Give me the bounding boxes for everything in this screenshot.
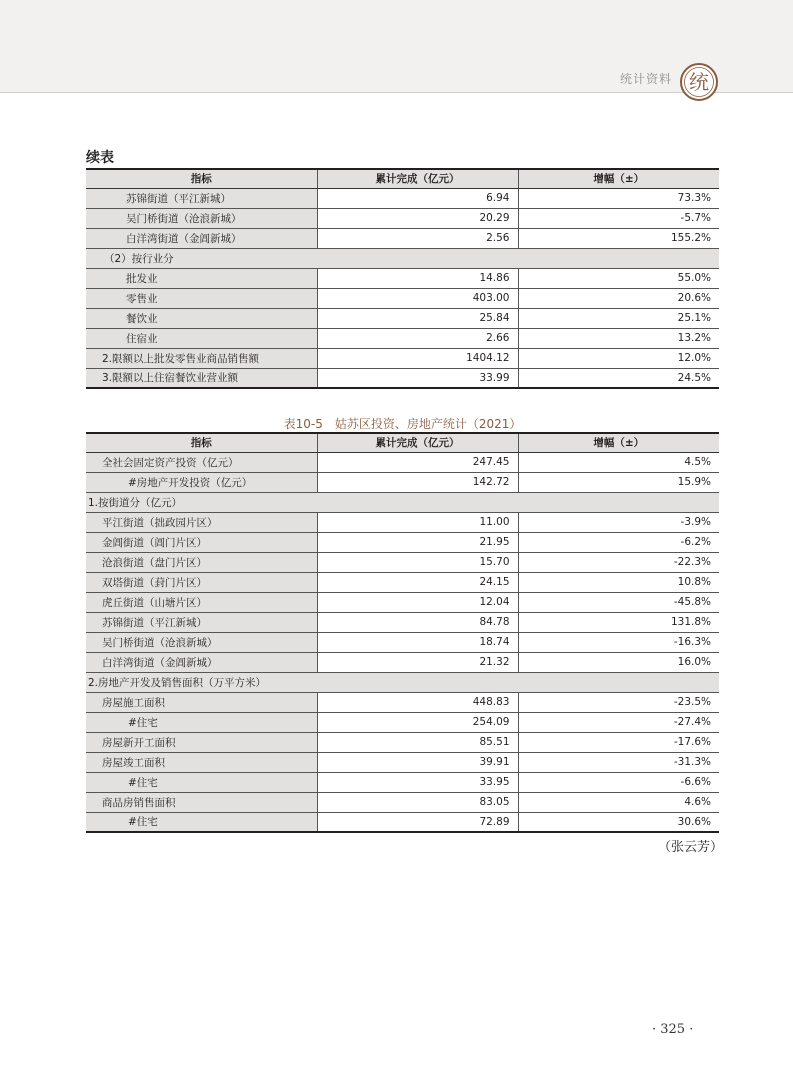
author-credit: （张云芳）	[658, 840, 724, 855]
table-row	[86, 532, 719, 552]
table-row	[86, 288, 719, 308]
row-value-cumulative: 1404.12	[317, 348, 518, 368]
row-label: 吴门桥街道（沧浪新城）	[86, 208, 317, 228]
table-continued	[86, 168, 719, 389]
table-row	[86, 592, 719, 612]
row-value-growth: -23.5%	[518, 692, 719, 712]
row-value-growth: -17.6%	[518, 732, 719, 752]
header-rule	[0, 92, 793, 93]
row-value-growth: 55.0%	[518, 268, 719, 288]
row-value-cumulative: 142.72	[317, 472, 518, 492]
table-row	[86, 772, 719, 792]
row-value-cumulative: 39.91	[317, 752, 518, 772]
row-value-cumulative: 24.15	[317, 572, 518, 592]
row-label: 餐饮业	[86, 308, 317, 328]
row-value-growth: -5.7%	[518, 208, 719, 228]
table-row	[86, 472, 719, 492]
row-value-cumulative: 25.84	[317, 308, 518, 328]
row-value-cumulative: 85.51	[317, 732, 518, 752]
column-header-indicator: 指标	[86, 169, 317, 188]
row-value-growth: 20.6%	[518, 288, 719, 308]
row-value-cumulative: 11.00	[317, 512, 518, 532]
row-value-cumulative: 14.86	[317, 268, 518, 288]
row-value-cumulative: 21.32	[317, 652, 518, 672]
table-header-row	[86, 433, 719, 452]
row-label: 平江街道（拙政园片区）	[86, 512, 317, 532]
row-value-growth: 24.5%	[518, 368, 719, 388]
row-value-cumulative: 33.99	[317, 368, 518, 388]
continued-label: 续表	[86, 150, 114, 166]
row-value-growth: -45.8%	[518, 592, 719, 612]
table-row	[86, 632, 719, 652]
section-label: 2.房地产开发及销售面积（万平方米）	[86, 672, 719, 692]
row-label: 虎丘街道（山塘片区）	[86, 592, 317, 612]
row-value-cumulative: 72.89	[317, 812, 518, 832]
table-row	[86, 228, 719, 248]
row-label: 2.限额以上批发零售业商品销售额	[86, 348, 317, 368]
row-value-cumulative: 84.78	[317, 612, 518, 632]
row-value-cumulative: 247.45	[317, 452, 518, 472]
row-value-cumulative: 448.83	[317, 692, 518, 712]
row-value-growth: 155.2%	[518, 228, 719, 248]
row-value-growth: 13.2%	[518, 328, 719, 348]
table-row	[86, 552, 719, 572]
row-label: 苏锦街道（平江新城）	[86, 612, 317, 632]
row-value-growth: 15.9%	[518, 472, 719, 492]
column-header-growth: 增幅（±）	[518, 169, 719, 188]
row-label: 商品房销售面积	[86, 792, 317, 812]
column-header-indicator: 指标	[86, 433, 317, 452]
row-label: 零售业	[86, 288, 317, 308]
row-label: 苏锦街道（平江新城）	[86, 188, 317, 208]
page-header-band	[0, 0, 793, 92]
table-row	[86, 308, 719, 328]
table-row	[86, 732, 719, 752]
row-value-cumulative: 33.95	[317, 772, 518, 792]
row-label: 白洋湾街道（金阊新城）	[86, 228, 317, 248]
table-section-row	[86, 248, 719, 268]
row-label: #住宅	[86, 812, 317, 832]
row-value-growth: -16.3%	[518, 632, 719, 652]
table-row	[86, 452, 719, 472]
row-label: 白洋湾街道（金阊新城）	[86, 652, 317, 672]
row-label: #住宅	[86, 772, 317, 792]
column-header-growth: 增幅（±）	[518, 433, 719, 452]
section-label: 统计资料	[620, 72, 673, 86]
table-row	[86, 652, 719, 672]
section-label: 1.按街道分（亿元）	[86, 492, 719, 512]
table-row	[86, 328, 719, 348]
row-label: 3.限额以上住宿餐饮业营业额	[86, 368, 317, 388]
row-value-growth: -6.2%	[518, 532, 719, 552]
row-value-growth: -22.3%	[518, 552, 719, 572]
row-value-growth: -27.4%	[518, 712, 719, 732]
row-label: #房地产开发投资（亿元）	[86, 472, 317, 492]
row-label: 房屋新开工面积	[86, 732, 317, 752]
row-value-growth: 73.3%	[518, 188, 719, 208]
row-value-growth: 25.1%	[518, 308, 719, 328]
row-value-cumulative: 12.04	[317, 592, 518, 612]
row-value-cumulative: 403.00	[317, 288, 518, 308]
table-row	[86, 368, 719, 388]
row-value-cumulative: 20.29	[317, 208, 518, 228]
table-row	[86, 348, 719, 368]
seal-glyph: 统	[689, 70, 709, 94]
row-value-growth: -31.3%	[518, 752, 719, 772]
row-value-growth: 4.5%	[518, 452, 719, 472]
column-header-cumulative: 累计完成（亿元）	[317, 169, 518, 188]
row-label: 住宿业	[86, 328, 317, 348]
row-label: #住宅	[86, 712, 317, 732]
table-title: 表10-5 姑苏区投资、房地产统计（2021）	[283, 417, 522, 431]
table-investment-real-estate	[86, 432, 719, 833]
row-value-cumulative: 83.05	[317, 792, 518, 812]
section-label: （2）按行业分	[86, 248, 719, 268]
row-value-cumulative: 2.66	[317, 328, 518, 348]
table-row	[86, 208, 719, 228]
row-label: 全社会固定资产投资（亿元）	[86, 452, 317, 472]
column-header-cumulative: 累计完成（亿元）	[317, 433, 518, 452]
row-value-growth: 10.8%	[518, 572, 719, 592]
row-value-growth: 30.6%	[518, 812, 719, 832]
row-value-growth: 16.0%	[518, 652, 719, 672]
row-value-growth: 4.6%	[518, 792, 719, 812]
table-row	[86, 512, 719, 532]
row-label: 金阊街道（阊门片区）	[86, 532, 317, 552]
row-label: 批发业	[86, 268, 317, 288]
row-value-growth: 12.0%	[518, 348, 719, 368]
row-value-growth: -6.6%	[518, 772, 719, 792]
table-row	[86, 812, 719, 832]
row-label: 沧浪街道（盘门片区）	[86, 552, 317, 572]
row-value-cumulative: 2.56	[317, 228, 518, 248]
table-row	[86, 612, 719, 632]
row-label: 房屋施工面积	[86, 692, 317, 712]
table-row	[86, 752, 719, 772]
table-row	[86, 188, 719, 208]
table-row	[86, 572, 719, 592]
page-number: · 325 ·	[652, 1022, 694, 1037]
row-value-cumulative: 6.94	[317, 188, 518, 208]
table-section-row	[86, 672, 719, 692]
table-row	[86, 692, 719, 712]
row-value-cumulative: 254.09	[317, 712, 518, 732]
row-value-growth: -3.9%	[518, 512, 719, 532]
table-row	[86, 792, 719, 812]
section-seal-icon	[679, 62, 719, 102]
row-value-cumulative: 15.70	[317, 552, 518, 572]
table-row	[86, 268, 719, 288]
row-value-growth: 131.8%	[518, 612, 719, 632]
row-label: 房屋竣工面积	[86, 752, 317, 772]
row-value-cumulative: 21.95	[317, 532, 518, 552]
row-value-cumulative: 18.74	[317, 632, 518, 652]
row-label: 吴门桥街道（沧浪新城）	[86, 632, 317, 652]
table-section-row	[86, 492, 719, 512]
row-label: 双塔街道（葑门片区）	[86, 572, 317, 592]
table-header-row	[86, 169, 719, 188]
table-row	[86, 712, 719, 732]
